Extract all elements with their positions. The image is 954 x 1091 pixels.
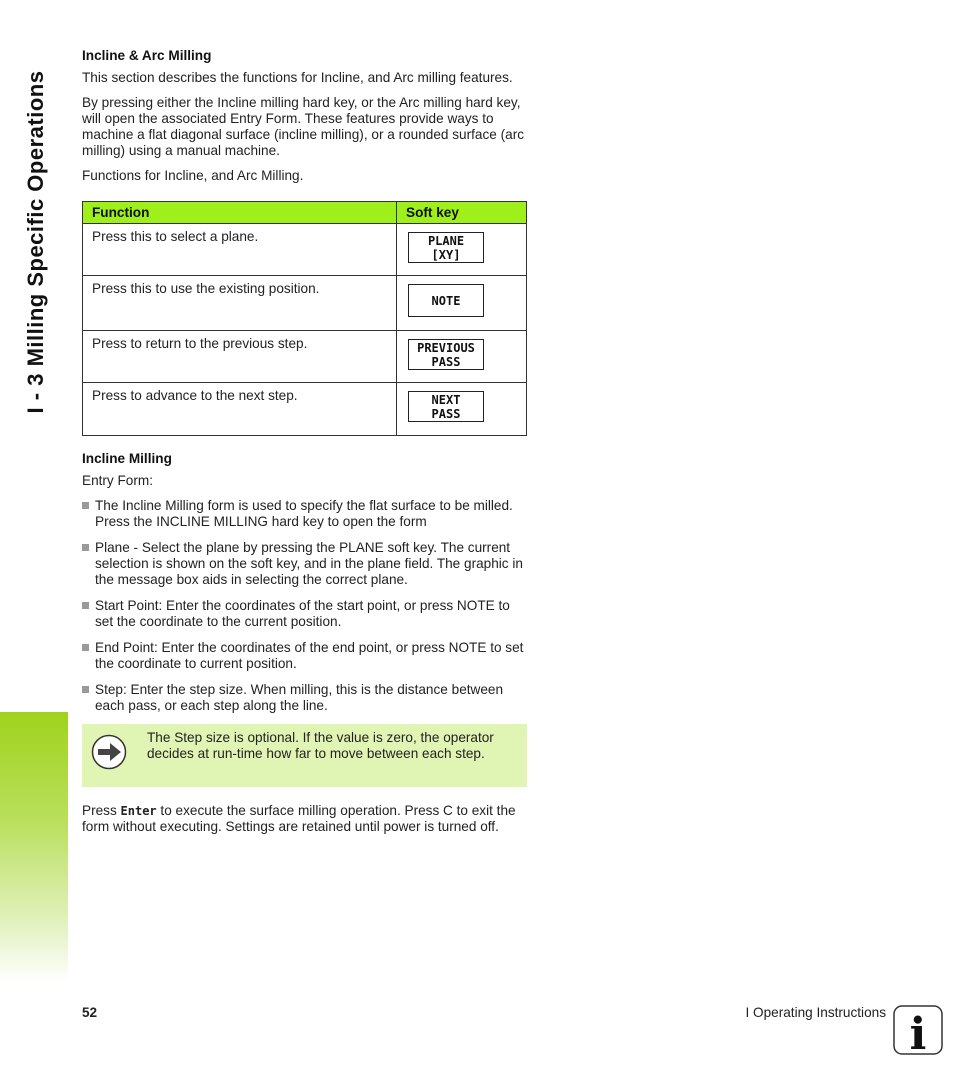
function-softkey-table bbox=[82, 201, 527, 436]
info-icon bbox=[893, 1005, 943, 1055]
list-item: End Point: Enter the coordinates of the end point, or press NOTE to set the coordinate to current position. bbox=[82, 640, 527, 672]
list-item: The Incline Milling form is used to specify the flat surface to be milled. Press the INCLINE MILLING hard key to open the form bbox=[82, 498, 527, 530]
info-icon-letter: i bbox=[909, 1009, 927, 1055]
hard-key-paragraph: By pressing either the Incline milling hard key, or the Arc milling hard key, will open the associated Entry Form. These features provide ways to machine a flat diagonal surface (incline milling), or a rounded surface (arc milling) using a manual machine. bbox=[82, 95, 525, 158]
list-item: Plane - Select the plane by pressing the PLANE soft key. The current selection is shown on the soft key, and in the plane field. The graphic in the message box aids in selecting the correct plane. bbox=[82, 540, 527, 588]
table-header-softkey: Soft key bbox=[397, 202, 527, 224]
table-cell-function: Press to return to the previous step. bbox=[83, 331, 397, 383]
chapter-title bbox=[22, 52, 50, 432]
table-row bbox=[83, 276, 527, 331]
note-softkey[interactable]: NOTE bbox=[408, 284, 484, 317]
enter-key-label: Enter bbox=[120, 804, 157, 818]
side-gradient-bar bbox=[0, 712, 68, 982]
section-heading-incline-arc: Incline & Arc Milling bbox=[82, 48, 212, 63]
section-heading-incline-milling: Incline Milling bbox=[82, 451, 172, 466]
functions-caption: Functions for Incline, and Arc Milling. bbox=[82, 168, 304, 183]
table-row bbox=[83, 224, 527, 276]
list-item: Start Point: Enter the coordinates of the start point, or press NOTE to set the coordinate to the current position. bbox=[82, 598, 527, 630]
note-text: The Step size is optional. If the value is zero, the operator decides at run-time how far to move between each step. bbox=[147, 730, 494, 761]
arrow-right-icon bbox=[91, 734, 127, 770]
table-header-row bbox=[83, 202, 527, 224]
list-item: Step: Enter the step size. When milling, this is the distance between each pass, or each step along the line. bbox=[82, 682, 527, 714]
intro-paragraph: This section describes the functions for Incline, and Arc milling features. bbox=[82, 70, 513, 85]
table-cell-function: Press this to use the existing position. bbox=[83, 276, 397, 331]
page-number: 52 bbox=[82, 1005, 98, 1020]
main-content bbox=[82, 48, 527, 844]
chapter-title-text: I - 3 Milling Specific Operations bbox=[23, 70, 48, 414]
entry-form-label: Entry Form: bbox=[82, 473, 153, 488]
next-pass-softkey[interactable]: NEXT PASS bbox=[408, 391, 484, 422]
previous-pass-softkey[interactable]: PREVIOUS PASS bbox=[408, 339, 484, 370]
table-row bbox=[83, 331, 527, 383]
footer-section-title: I Operating Instructions bbox=[745, 1005, 886, 1020]
table-cell-function: Press this to select a plane. bbox=[83, 224, 397, 276]
plane-softkey[interactable]: PLANE [XY] bbox=[408, 232, 484, 263]
table-cell-function: Press to advance to the next step. bbox=[83, 383, 397, 436]
table-header-function: Function bbox=[83, 202, 397, 224]
final-paragraph: Press Enter to execute the surface milling operation. Press C to exit the form without executing. Settings are retained until power is turned off. bbox=[82, 803, 516, 834]
bullet-list bbox=[82, 498, 527, 714]
table-row bbox=[83, 383, 527, 436]
note-box bbox=[82, 724, 527, 787]
